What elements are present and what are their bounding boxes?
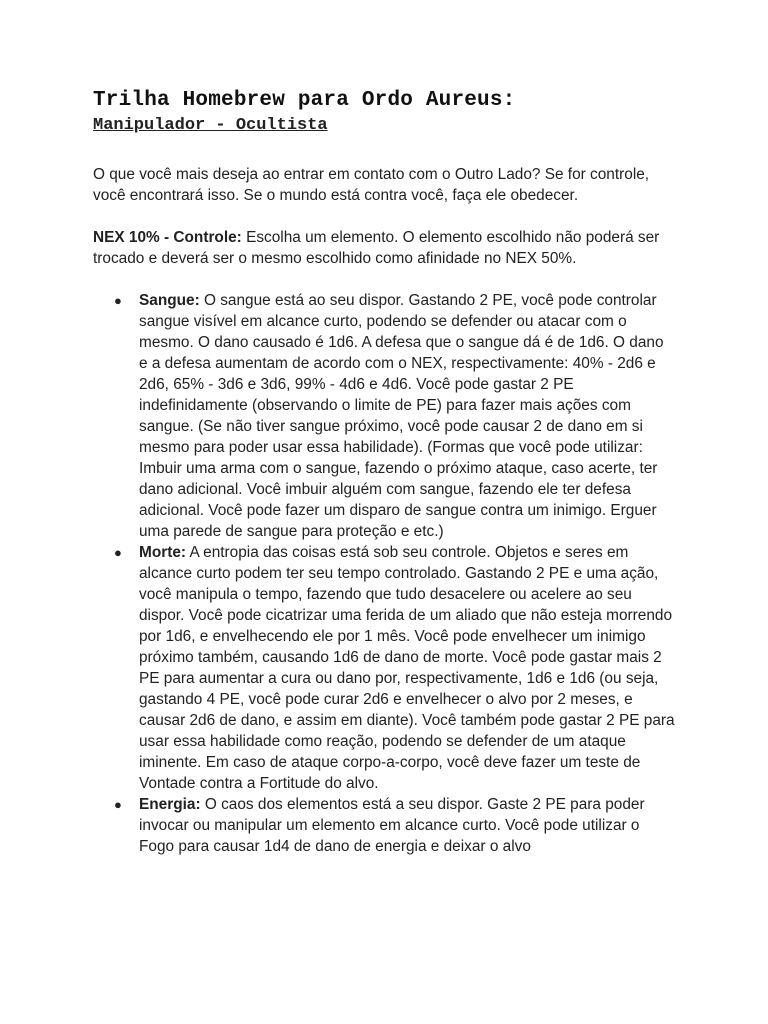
nex-heading: NEX 10% - Controle: — [93, 229, 242, 246]
intro-paragraph: O que você mais deseja ao entrar em contato com o Outro Lado? Se for controle, você encontrará isso. Se o mundo está contra você, faça ele obedecer. — [93, 166, 650, 204]
element-list — [93, 290, 676, 857]
document-subtitle: Manipulador - Ocultista — [93, 116, 328, 135]
bullet-icon: ● — [114, 545, 122, 560]
element-text: O caos dos elementos está a seu dispor. Gaste 2 PE para poder invocar ou manipular um elemento em alcance curto. Você pode utilizar o Fogo para causar 1d4 de dano de energia e deixar o alvo — [139, 796, 645, 855]
bullet-icon: ● — [114, 293, 122, 308]
list-item-energia — [93, 794, 676, 857]
element-name: Morte: — [139, 544, 187, 561]
element-text: A entropia das coisas está sob seu controle. Objetos e seres em alcance curto podem ter seu tempo controlado. Gastando 2 PE e uma ação, você manipula o tempo, fazendo que tudo desacelere ou acelere ao seu dispor. Você pode cicatrizar uma ferida de um aliado que não esteja morrendo por 1d6, e envelhecendo ele por 1 mês. Você pode envelhecer um inimigo próximo também, causando 1d6 de dano de morte. Você pode gastar mais 2 PE para aumentar a cura ou dano por, respectivamente, 1d6 e 1d6 (ou seja, gastando 4 PE, você pode curar 2d6 e envelhecer o alvo por 2 meses, e causar 2d6 de dano, e assim em diante). Você também pode gastar 2 PE para usar essa habilidade como reação, podendo se defender de um ataque iminente. Em caso de ataque corpo-a-corpo, você deve fazer um teste de Vontade contra a Fortitude do alvo. — [139, 544, 675, 792]
nex-paragraph — [93, 227, 676, 269]
document-title: Trilha Homebrew para Ordo Aureus: — [93, 89, 516, 112]
element-name: Sangue: — [139, 292, 200, 309]
list-item-morte — [93, 542, 676, 794]
bullet-icon: ● — [114, 797, 122, 812]
element-text: O sangue está ao seu dispor. Gastando 2 PE, você pode controlar sangue visível em alcance curto, podendo se defender ou atacar com o mesmo. O dano causado é 1d6. A defesa que o sangue dá é de 1d6. O dano e a defesa aumentam de acordo com o NEX, respectivamente: 40% - 2d6 e 2d6, 65% - 3d6 e 3d6, 99% - 4d6 e 4d6. Você pode gastar 2 PE indefinidamente (observando o limite de PE) para fazer mais ações com sangue. (Se não tiver sangue próximo, você pode causar 2 de dano em si mesmo para poder usar essa habilidade). (Formas que você pode utilizar: Imbuir uma arma com o sangue, fazendo o próximo ataque, caso acerte, ter dano adicional. Você imbuir alguém com sangue, fazendo ele ter defesa adicional. Você pode fazer um disparo de sangue contra um inimigo. Erguer uma parede de sangue para proteção e etc.) — [139, 292, 664, 540]
element-name: Energia: — [139, 796, 201, 813]
list-item-sangue — [93, 290, 676, 542]
nex-text: Escolha um elemento. O elemento escolhido não poderá ser trocado e deverá ser o mesmo escolhido como afinidade no NEX 50%. — [93, 229, 660, 267]
